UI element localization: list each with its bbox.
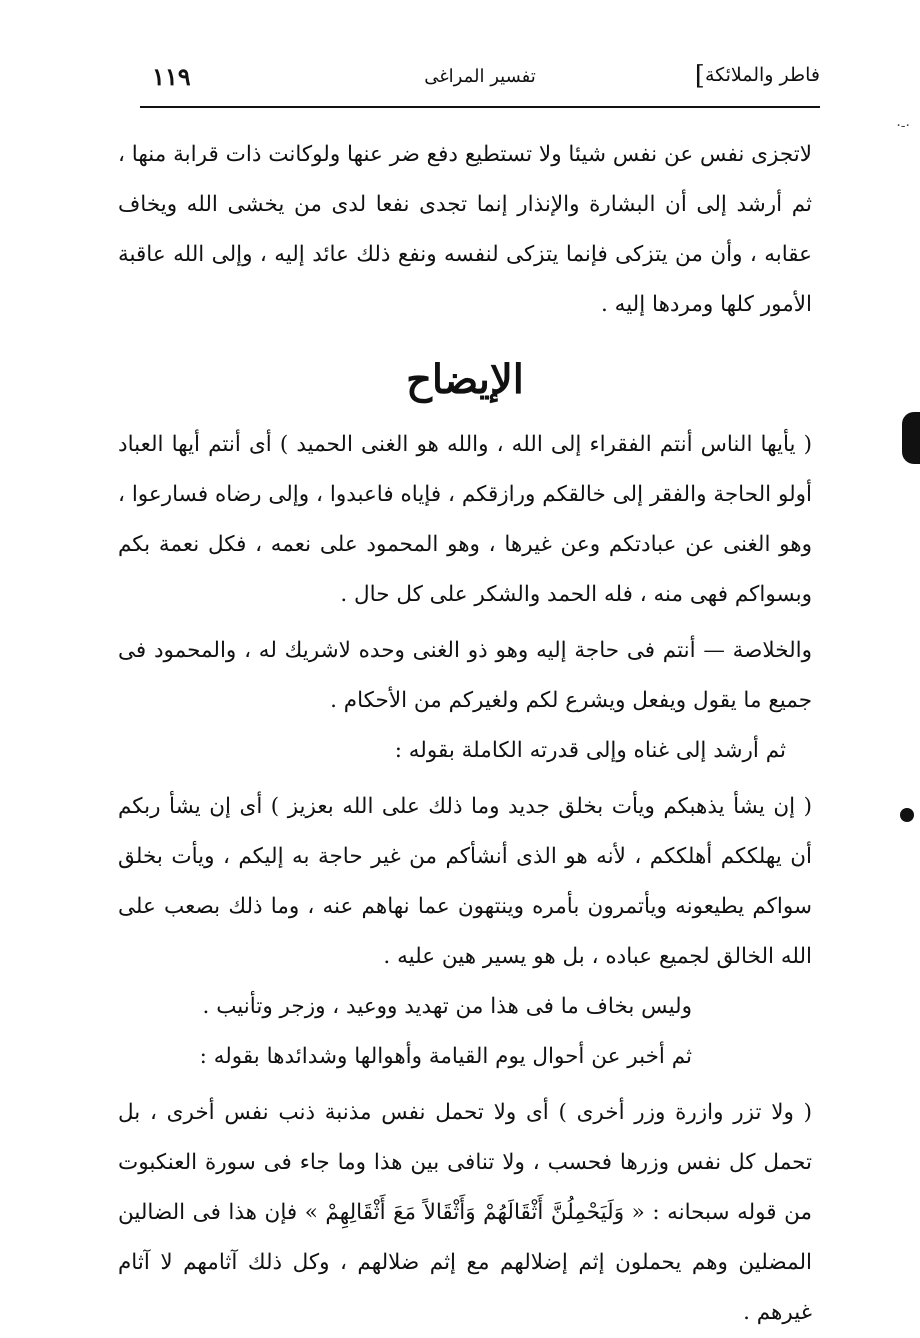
page-body	[118, 130, 812, 1338]
section-heading: الإيضاح	[406, 356, 524, 403]
verse-paragraph-1: ( يأيها الناس أنتم الفقراء إلى الله ، والله هو الغنى الحميد ) أى أنتم أيها العباد أولو الحاجة والفقر إلى خالقكم ورازقكم ، فإياه فاعبدوا ، وإلى رضاه فسارعوا ، وهو الغنى عن عبادتكم وعن غيرها ، وهو المحمود على نعمه ، فكل نعمة بكم وبسواكم فهى منه ، فله الحمد والشكر على كل حال .	[118, 432, 812, 607]
running-header	[140, 58, 820, 108]
header-surah-name: فاطر والملائكة	[704, 64, 820, 86]
thumb-index-tab	[902, 412, 920, 464]
header-rule	[140, 106, 820, 108]
transition-line-2: ثم أخبر عن أحوال يوم القيامة وأهوالها وشدائدها بقوله :	[199, 1044, 692, 1069]
margin-bullet	[900, 808, 914, 822]
summary-paragraph: والخلاصة — أنتم فى حاجة إليه وهو ذو الغنى وحده لاشريك له ، والمحمود فى جميع ما يقول ويفعل ويشرع لكم ولغيركم من الأحكام .	[118, 638, 812, 713]
intro-paragraph: لاتجزى نفس عن نفس شيئا ولا تستطيع دفع ضر عنها ولوكانت ذات قرابة منها ، ثم أرشد إلى أن البشارة والإنذار إنما تجدى نفعا لدى من يخشى الله ويخاف عقابه ، وأن من يتزكى فإنما يتزكى لنفسه ونفع ذلك عائد إليه ، وإلى الله عاقبة الأمور كلها ومردها إليه .	[118, 142, 812, 317]
header-book-title: تفسير المراغى	[424, 66, 536, 87]
verse-paragraph-3: ( ولا تزر وازرة وزر أخرى ) أى ولا تحمل نفس مذنبة ذنب نفس أخرى ، بل تحمل كل نفس وزرها فحسب ، ولا تنافى بين هذا وما جاء فى سورة العنكبوت من قوله سبحانه : « وَلَيَحْمِلُنَّ أَثْقَالَهُمْ وَأَثْقَالاً مَعَ أَثْقَالِهِمْ » فإن هذا فى الضالين المضلين وهم يحملون إثم إضلالهم مع إثم ضلالهم ، وكل ذلك آثامهم لا آثام غيرهم .	[118, 1100, 812, 1325]
page-number: ١١٩	[152, 62, 191, 91]
warning-line: وليس بخاف ما فى هذا من تهديد ووعيد ، وزجر وتأنيب .	[202, 994, 692, 1019]
verse-paragraph-2: ( إن يشأ يذهبكم ويأت بخلق جديد وما ذلك على الله بعزيز ) أى إن يشأ ربكم أن يهلككم أهلككم ، لأنه هو الذى أنشأكم من غير حاجة به إليكم ، ويأت بخلق سواكم يطيعونه ويأتمرون بأمره وينتهون عما نهاهم عنه ، وما ذلك بصعب على الله الخالق لجميع عباده ، بل هو يسير هين عليه .	[118, 794, 812, 969]
transition-line-1: ثم أرشد إلى غناه وإلى قدرته الكاملة بقوله :	[394, 738, 786, 763]
header-bracket: ]	[694, 61, 705, 91]
margin-tick-mark: ·-·	[896, 118, 910, 134]
